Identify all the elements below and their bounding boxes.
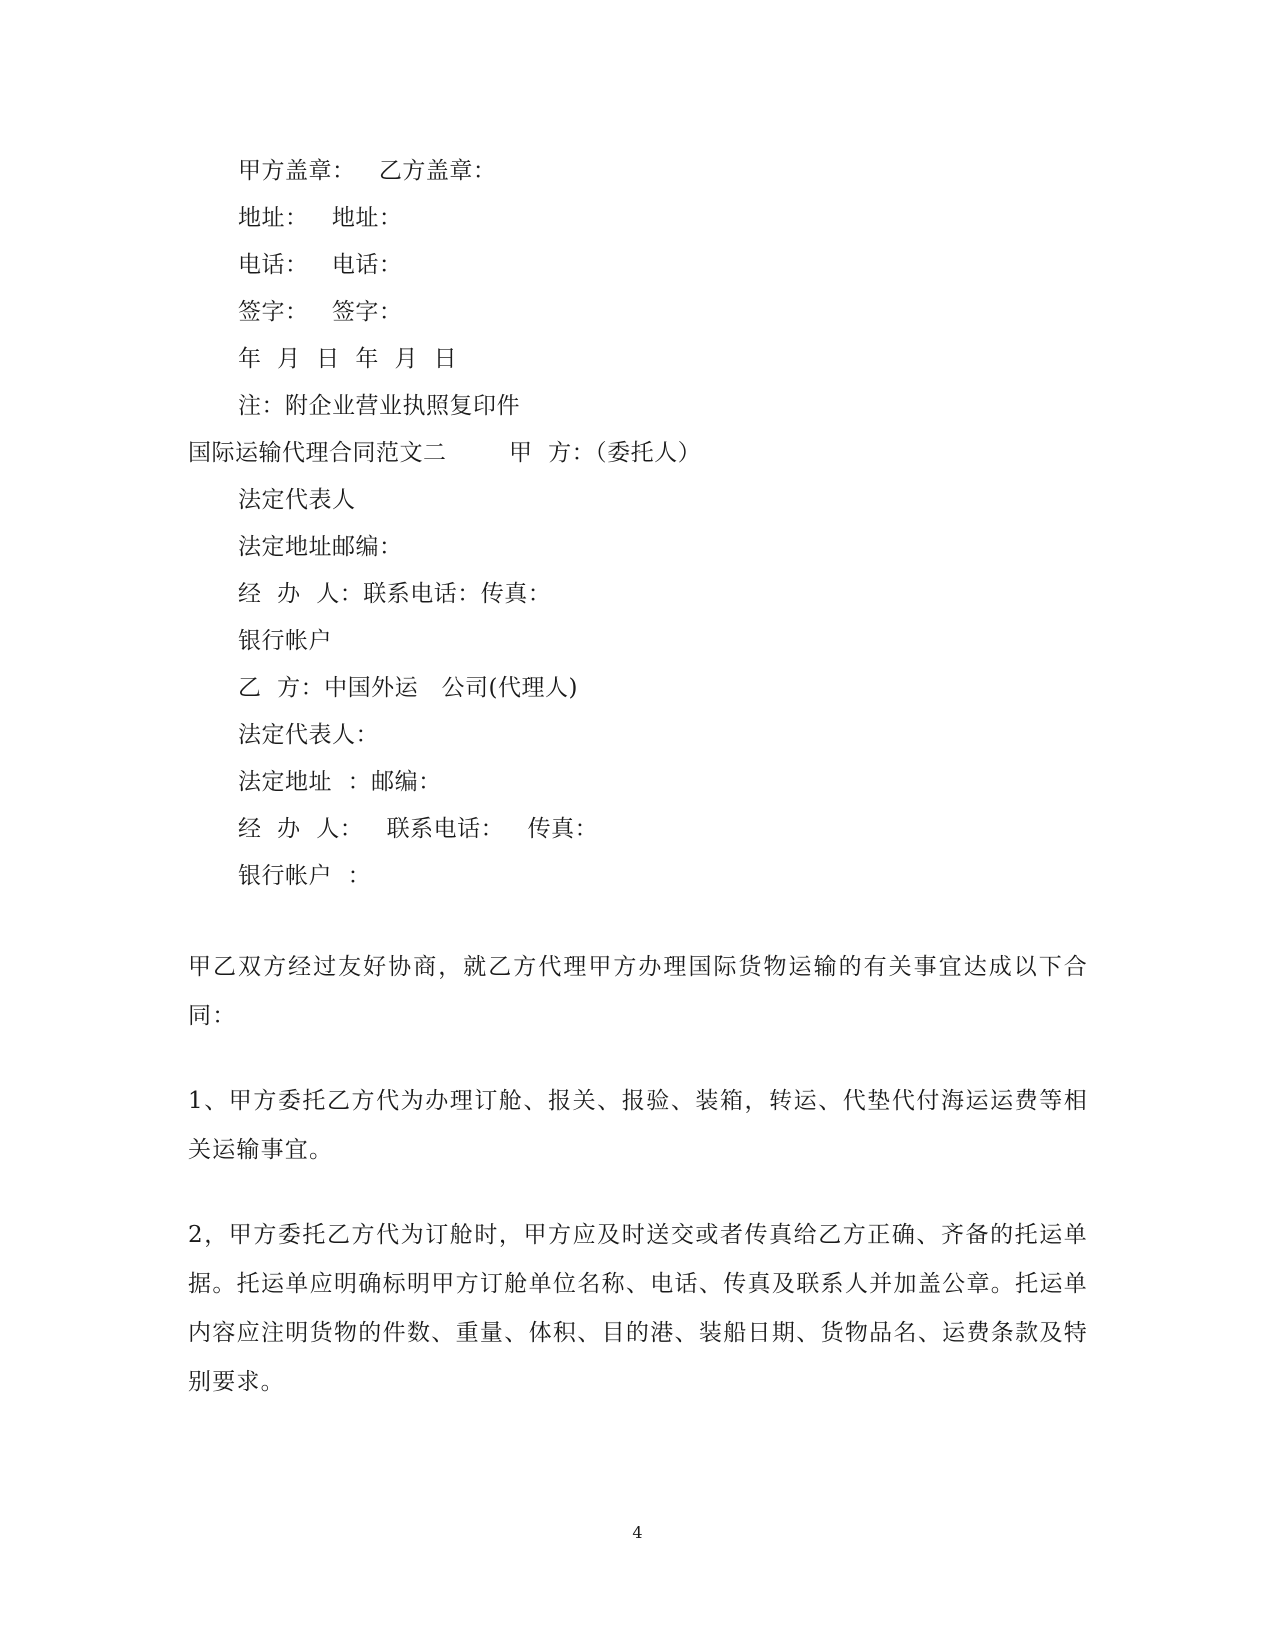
legal-rep-a: 法定代表人: [238, 487, 356, 513]
date-line: 年 月 日 年 月 日: [238, 346, 458, 372]
bank-account-b: 银行帐户 ：: [238, 863, 372, 889]
bank-account-a: 银行帐户: [238, 628, 332, 654]
legal-address-b: 法定地址 ：邮编：: [238, 769, 442, 795]
seal-line: 甲方盖章： 乙方盖章：: [238, 158, 497, 184]
legal-rep-b: 法定代表人：: [238, 722, 379, 748]
phone-line: 电话： 电话：: [238, 252, 403, 278]
note-line: 注：附企业营业执照复印件: [238, 393, 520, 419]
legal-address-a: 法定地址邮编：: [238, 534, 403, 560]
party-b-line: 乙 方：中国外运 公司(代理人): [238, 675, 579, 701]
intro-paragraph: 甲乙双方经过友好协商，就乙方代理甲方办理国际货物运输的有关事宜达成以下合同：: [188, 954, 1088, 1029]
contract-title-party-a: 国际运输代理合同范文二 甲 方：（委托人）: [188, 440, 702, 466]
clause-2-paragraph: 2，甲方委托乙方代为订舱时，甲方应及时送交或者传真给乙方正确、齐备的托运单据。托运单应明确标明甲方订舱单位名称、电话、传真及联系人并加盖公章。托运单内容应注明货物的件数、重量、体积、目的港、装船日期、货物品名、运费条款及特别要求。: [188, 1222, 1088, 1395]
page-number: 4: [632, 1523, 643, 1542]
handler-a: 经 办 人：联系电话：传真：: [238, 581, 552, 607]
address-line: 地址： 地址：: [238, 205, 403, 231]
handler-b: 经 办 人： 联系电话： 传真：: [238, 816, 599, 842]
clause-1-paragraph: 1、甲方委托乙方代为办理订舱、报关、报验、装箱，转运、代垫代付海运运费等相关运输事宜。: [188, 1088, 1088, 1163]
signature-line: 签字： 签字：: [238, 299, 403, 325]
